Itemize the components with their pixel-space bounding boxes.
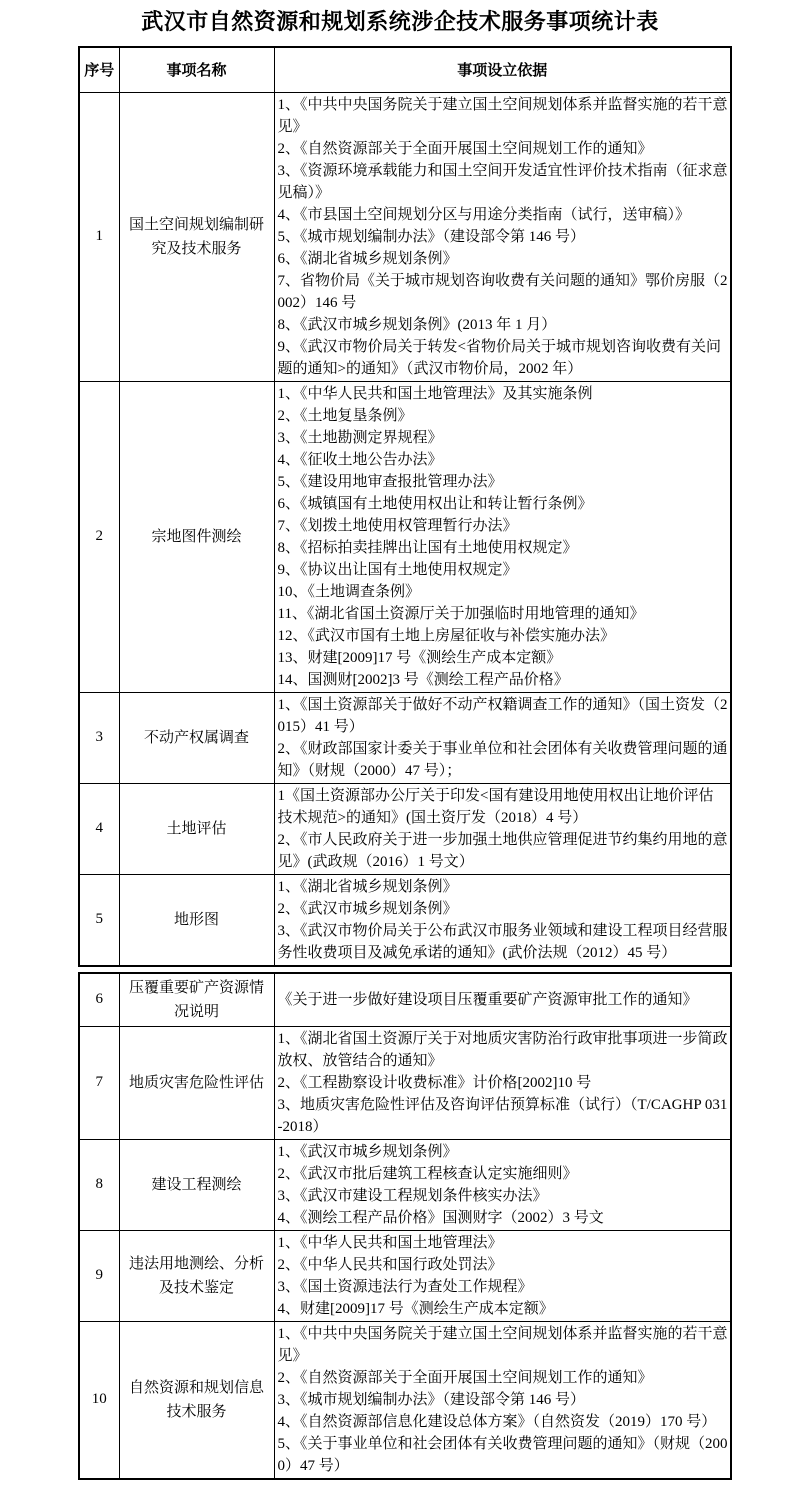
basis-line: 1《国土资源部办公厅关于印发<国有建设用地使用权出让地价评估技术规范>的通知》(国土资厅发（2018）4 号） [277,787,714,826]
basis-line: 7、《划拨土地使用权管理暂行办法》 [277,517,518,534]
basis-line: 14、国测财[2002]3 号《测绘工程产品价格》 [277,671,569,688]
basis-line: 3、地质灾害危险性评估及咨询评估预算标准（试行）（T/CAGHP 031-2018） [277,1096,728,1135]
basis-line: 8、《招标拍卖挂牌出让国有土地使用权规定》 [277,539,578,556]
row-number: 9 [79,1230,119,1321]
row-basis [274,381,731,692]
basis-line: 《关于进一步做好建设项目压覆重要矿产资源审批工作的通知》 [277,991,698,1008]
basis-line: 3、《武汉市物价局关于公布武汉市服务业领域和建设工程项目经营服务性收费项目及减免承诺的通知》(武价法规（2012）45 号） [277,922,728,961]
basis-line: 8、《武汉市城乡规划条例》(2013 年 1 月） [277,316,557,333]
basis-line: 7、省物价局《关于城市规划咨询收费有关问题的通知》鄂价房服（2002）146 号 [277,272,728,311]
table-section-lower [78,972,730,1480]
basis-line: 5、《建设用地审查报批管理办法》 [277,473,503,490]
basis-line: 4、财建[2009]17 号《测绘生产成本定额》 [277,1300,554,1317]
row-number: 10 [79,1321,119,1479]
basis-line: 3、《资源环境承载能力和国土空间开发适宜性评价技术指南（征求意见稿）》 [277,162,728,201]
column-header-number: 序号 [79,47,119,92]
row-basis [274,1230,731,1321]
row-item-name: 地形图 [119,874,274,966]
basis-line: 1、《湖北省国土资源厅关于对地质灾害防治行政审批事项进一步简政放权、放管结合的通知》 [277,1030,728,1069]
row-item-name: 土地评估 [119,783,274,874]
basis-line: 2、《工程勘察设计收费标准》计价格[2002]10 号 [277,1074,592,1091]
basis-line: 1、《武汉市城乡规划条例》 [277,1143,458,1160]
row-basis [274,783,731,874]
row-item-name: 地质灾害危险性评估 [119,1026,274,1139]
row-number: 6 [79,973,119,1027]
table-row [79,1026,731,1139]
row-basis [274,1026,731,1139]
table-row [79,874,731,966]
basis-line: 6、《城镇国有土地使用权出让和转让暂行条例》 [277,495,593,512]
page-title: 武汉市自然资源和规划系统涉企技术服务事项统计表 [141,9,659,34]
service-items-table [78,46,732,967]
basis-line: 3、《土地勘测定界规程》 [277,429,443,446]
basis-line: 1、《中共中央国务院关于建立国土空间规划体系并监督实施的若干意见》 [277,1325,728,1364]
basis-line: 2、《土地复垦条例》 [277,407,413,424]
header-row [79,47,731,92]
basis-line: 2、《市人民政府关于进一步加强土地供应管理促进节约集约用地的意见》(武政规（2016）1 号文） [277,831,728,870]
basis-line: 1、《中共中央国务院关于建立国土空间规划体系并监督实施的若干意见》 [277,96,728,135]
row-number: 7 [79,1026,119,1139]
basis-line: 2、《自然资源部关于全面开展国土空间规划工作的通知》 [277,140,653,157]
basis-line: 4、《征收土地公告办法》 [277,451,443,468]
row-number: 2 [79,381,119,692]
row-number: 8 [79,1139,119,1230]
row-basis [274,874,731,966]
row-item-name: 压覆重要矿产资源情况说明 [119,973,274,1027]
service-items-table-continued [78,972,732,1480]
basis-line: 1、《湖北省城乡规划条例》 [277,878,458,895]
basis-line: 11、《湖北省国土资源厅关于加强临时用地管理的通知》 [277,605,645,622]
basis-line: 12、《武汉市国有土地上房屋征收与补偿实施办法》 [277,627,616,644]
column-header-basis: 事项设立依据 [274,47,731,92]
row-basis [274,1139,731,1230]
basis-line: 5、《城市规划编制办法》（建设部令第 146 号） [277,228,586,245]
basis-line: 10、《土地调查条例》 [277,583,421,600]
table-row [79,783,731,874]
table-row [79,1230,731,1321]
basis-line: 9、《协议出让国有土地使用权规定》 [277,561,518,578]
row-basis [274,92,731,381]
basis-line: 2、《武汉市批后建筑工程核查认定实施细则》 [277,1165,578,1182]
basis-line: 1、《中华人民共和国土地管理法》 [277,1234,503,1251]
basis-line: 3、《国土资源违法行为查处工作规程》 [277,1278,533,1295]
table-row [79,1139,731,1230]
row-number: 3 [79,692,119,783]
row-number: 1 [79,92,119,381]
table-section-upper [78,46,730,967]
row-item-name: 国土空间规划编制研究及技术服务 [119,92,274,381]
row-number: 4 [79,783,119,874]
row-item-name: 违法用地测绘、分析及技术鉴定 [119,1230,274,1321]
row-item-name: 宗地图件测绘 [119,381,274,692]
basis-line: 1、《中华人民共和国土地管理法》及其实施条例 [277,385,593,402]
row-item-name: 建设工程测绘 [119,1139,274,1230]
basis-line: 5、《关于事业单位和社会团体有关收费管理问题的通知》（财规（2000）47 号） [277,1435,728,1474]
column-header-item-name: 事项名称 [119,47,274,92]
table-row [79,692,731,783]
row-basis [274,1321,731,1479]
row-number: 5 [79,874,119,966]
table-row [79,92,731,381]
basis-line: 2、《财政部国家计委关于事业单位和社会团体有关收费管理问题的通知》（财规（2000）47 号）； [277,740,728,779]
table-row [79,973,731,1027]
basis-line: 2、《中华人民共和国行政处罚法》 [277,1256,503,1273]
basis-line: 4、《市县国土空间规划分区与用途分类指南（试行，送审稿）》 [277,206,691,223]
basis-line: 2、《自然资源部关于全面开展国土空间规划工作的通知》 [277,1369,653,1386]
basis-line: 3、《城市规划编制办法》（建设部令第 146 号） [277,1391,586,1408]
basis-line: 4、《测绘工程产品价格》国测财字（2002）3 号文 [277,1209,604,1226]
row-basis [274,692,731,783]
basis-line: 4、《自然资源部信息化建设总体方案》（自然资发（2019）170 号） [277,1413,717,1430]
basis-line: 2、《武汉市城乡规划条例》 [277,900,458,917]
basis-line: 6、《湖北省城乡规划条例》 [277,250,458,267]
basis-line: 3、《武汉市建设工程规划条件核实办法》 [277,1187,548,1204]
basis-line: 1、《国土资源部关于做好不动产权籍调查工作的通知》（国土资发（2015）41 号） [277,696,728,735]
table-row [79,1321,731,1479]
row-item-name: 不动产权属调查 [119,692,274,783]
basis-line: 9、《武汉市物价局关于转发<省物价局关于城市规划咨询收费有关问题的通知>的通知》（武汉市物价局，2002 年） [277,338,721,377]
row-basis [274,973,731,1027]
table-row [79,381,731,692]
row-item-name: 自然资源和规划信息技术服务 [119,1321,274,1479]
basis-line: 13、财建[2009]17 号《测绘生产成本定额》 [277,649,562,666]
